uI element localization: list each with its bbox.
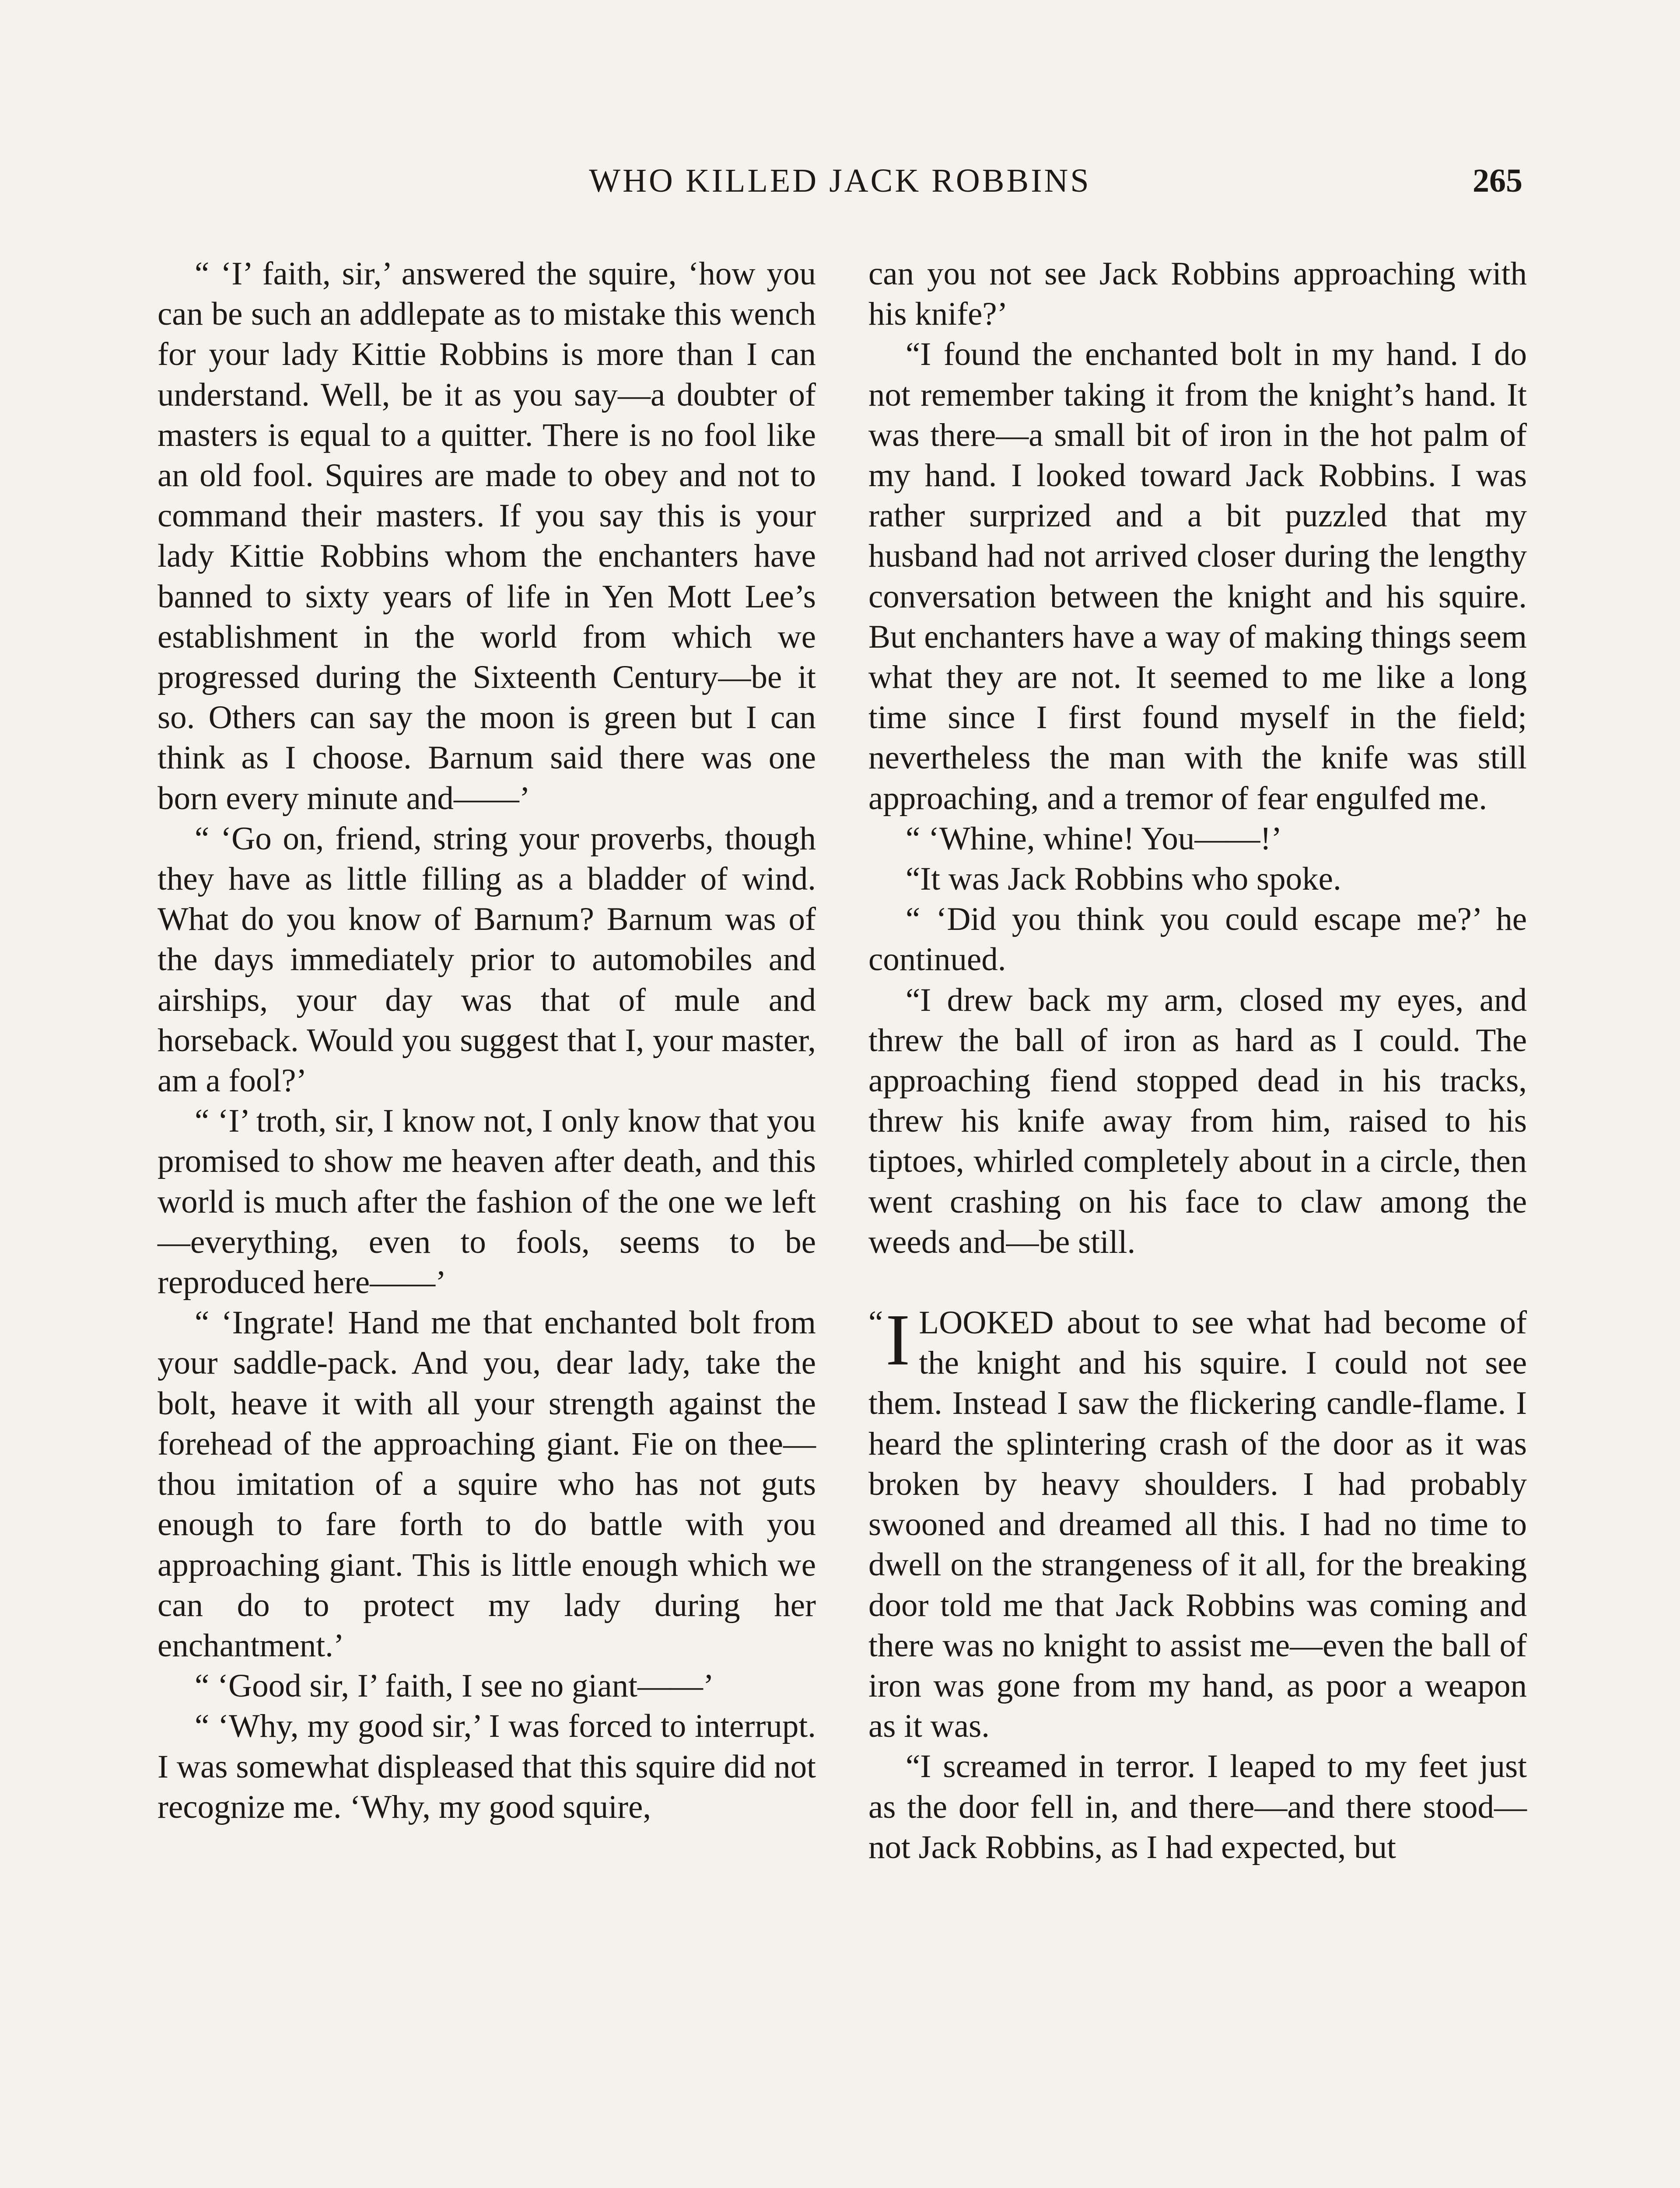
- section-opening-paragraph: [868, 1299, 1527, 1746]
- section-break: [868, 1262, 1527, 1303]
- paragraph: “ ‘Go on, friend, string your proverbs, though they have as little filling as a bladder of wind. What do you know of Barnum? Barnum was of the days immediately prior to automobiles and airships, your day was that of mule and horseback. Would you suggest that I, your master, am a fool?’: [158, 820, 816, 1099]
- running-title: WHO KILLED JACK ROBBINS: [589, 162, 1091, 199]
- right-column: [868, 254, 1527, 1868]
- opening-quote-mark: “: [868, 1304, 883, 1341]
- small-caps-lead: LOOKED: [919, 1304, 1054, 1341]
- paragraph: “I drew back my arm, closed my eyes, and threw the ball of iron as hard as I could. The approaching fiend stopped dead in his tracks, threw his knife away from him, raised to his tiptoes, whirled completely about in a circle, then went crashing on his face to claw among the weeds and—be still.: [868, 982, 1527, 1260]
- paragraph: “ ‘Whine, whine! You——!’: [906, 820, 1282, 857]
- paragraph: “I screamed in terror. I leaped to my feet just as the door fell in, and there—and there stood—not Jack Robbins, as I had expected, but: [868, 1748, 1527, 1865]
- paragraph: “ ‘Ingrate! Hand me that enchanted bolt from your saddle-pack. And you, dear lady, take the bolt, heave it with all your strength against the forehead of the approaching giant. Fie on thee—thou imitation of a squire who has not guts enough to fare forth to do battle with you approaching giant. This is little enough which we can do to protect my lady during her enchantment.’: [158, 1304, 816, 1664]
- paragraph: “I found the enchanted bolt in my hand. I do not remember taking it from the knight’s hand. It was there—a small bit of iron in the hot palm of my hand. I looked toward Jack Robbins. I was rather surprized and a bit puzzled that my husband had not arrived closer during the lengthy conversation between the knight and his squire. But enchanters have a way of making things seem what they are not. It seemed to me like a long time since I first found myself in the field; nevertheless the man with the knife was still approaching, and a tremor of fear engulfed me.: [868, 336, 1527, 817]
- running-head: [158, 157, 1522, 205]
- paragraph: “ ‘Why, my good sir,’ I was forced to interrupt. I was somewhat displeased that this squire did not recognize me. ‘Why, my good squire,: [158, 1708, 816, 1825]
- section-opening-text: about to see what had become of the knight and his squire. I could not see them. Instead I saw the flickering candle-flame. I heard the splintering crash of the door as it was broken by heavy shoulders. I had probably swooned and dreamed all this. I had no time to dwell on the strangeness of it all, for the breaking door told me that Jack Robbins was coming and there was no knight to assist me—even the ball of iron was gone from my hand, as poor a weapon as it was.: [868, 1304, 1527, 1745]
- paragraph-continuation: can you not see Jack Robbins approaching with his knife?’: [868, 256, 1527, 333]
- drop-cap: I: [886, 1299, 910, 1381]
- paragraph: “ ‘Did you think you could escape me?’ he continued.: [868, 901, 1527, 978]
- paragraph: “ ‘I’ faith, sir,’ answered the squire, ‘how you can be such an addlepate as to mistake this wench for your lady Kittie Robbins is more than I can understand. Well, be it as you say—a doubter of masters is equal to a quitter. There is no fool like an old fool. Squires are made to obey and not to command their masters. If you say this is your lady Kittie Robbins whom the enchanters have banned to sixty years of life in Yen Mott Lee’s establishment in the world from which we progressed during the Sixteenth Century—be it so. Others can say the moon is green but I can think as I choose. Barnum said there was one born every minute and——’: [158, 256, 816, 817]
- page-number: 265: [1473, 162, 1522, 199]
- paragraph: “ ‘I’ troth, sir, I know not, I only know that you promised to show me heaven after death, and this world is much after the fashion of the one we left—everything, even to fools, seems to be reproduced here——’: [158, 1103, 816, 1301]
- paragraph: “ ‘Good sir, I’ faith, I see no giant——’: [195, 1668, 714, 1704]
- paragraph: “It was Jack Robbins who spoke.: [906, 861, 1341, 898]
- left-column: [158, 254, 816, 1827]
